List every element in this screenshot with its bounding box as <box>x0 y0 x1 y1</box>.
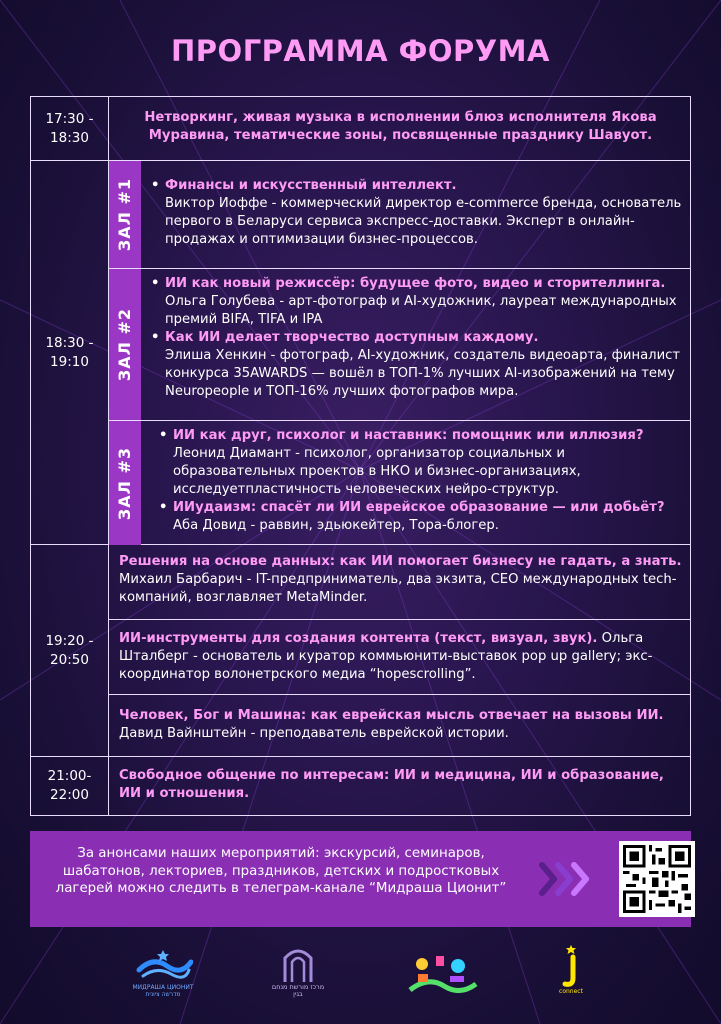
schedule-row-2 <box>31 161 690 545</box>
announcement-banner <box>30 831 691 927</box>
begin-center-logo <box>268 944 328 1010</box>
networking-text: Нетворкинг, живая музыка в исполнении блюз исполнителя Якова Муравина, тематические зоны, посвященные празднику Шавуот. <box>144 110 657 143</box>
talk-3-speaker: Давид Вайнштейн - преподаватель еврейской истории. <box>119 726 509 741</box>
j-connect-text: connect <box>559 988 583 995</box>
row-content <box>109 97 690 160</box>
midrasha-logo-hebrew: מדרשה ציונית <box>145 991 181 998</box>
schedule-row-1 <box>31 97 690 161</box>
schedule-row-4 <box>31 757 690 815</box>
hall-3-topic-2: ИИудаизм: спасёт ли ИИ еврейское образование — или добьёт? <box>173 500 665 515</box>
talk-2-cell <box>109 620 690 695</box>
hall-2-speaker-2: Элиша Хенкин - фотограф, AI-художник, создатель видеоарта, финалист конкурса 35AWARDS — вошёл в ТОП-1% лучших AI-изображений на тему Neuropeople и ТОП-16% лучших фотографов мира. <box>165 348 681 399</box>
j-connect-logo <box>556 944 586 1010</box>
hall-2-speaker-1: Ольга Голубева - арт-фотограф и AI-художник, лауреат международных премий BIFA, TIFA и IPA <box>165 294 677 327</box>
schedule-row-3 <box>31 545 690 757</box>
hall-1-speaker: Виктор Иоффе - коммерческий директор e-commerce бренда, основатель первого в Беларуси сервиса экспресс-доставки. Эксперт в онлайн-продажах и оптимизации бизнес-процессов. <box>165 196 682 247</box>
time-cell: 17:30 - 18:30 <box>31 97 109 160</box>
hall-2-topic-1: ИИ как новый режиссёр: будущее фото, видео и сторителлинга. <box>165 276 666 291</box>
talk-2-topic: ИИ-инструменты для создания контента (текст, визуал, звук). <box>119 631 598 646</box>
row-content <box>109 545 690 756</box>
schedule-table <box>30 96 691 816</box>
j-connect-icon <box>559 944 583 988</box>
row-content <box>109 161 690 544</box>
talk-3-topic: Человек, Бог и Машина: как еврейская мысль отвечает на вызовы ИИ. <box>119 708 664 723</box>
talk-2-speaker: Ольга Шталберг - основатель и куратор коммьюнити-выставок pop up gallery; экс-координатор волонетрского медиа “hopescrolling”. <box>119 631 653 682</box>
hall-2-label: ЗАЛ #2 <box>109 269 141 420</box>
talk-1-topic: Решения на основе данных: как ИИ помогает бизнесу не гадать, а знать. <box>119 554 682 569</box>
qr-code[interactable] <box>619 841 695 917</box>
free-talk-text: Свободное общение по интересам: ИИ и медицина, ИИ и образование, ИИ и отношения. <box>119 768 664 801</box>
time-cell: 21:00- 22:00 <box>31 757 109 815</box>
hall-1-label: ЗАЛ #1 <box>109 161 141 268</box>
hall-1-cell <box>109 161 690 269</box>
begin-logo-hebrew: מרכז מורשת מנחם בגין <box>271 983 325 998</box>
time-cell: 19:20 - 20:50 <box>31 545 109 756</box>
midrasha-logo <box>128 944 198 1010</box>
hall-2-cell <box>109 269 690 421</box>
hall-3-label: ЗАЛ #3 <box>109 421 141 545</box>
banner-text: За анонсами наших мероприятий: экскурсий, семинаров, шабатонов, лекториев, праздников, детских и подростковых лагерей можно следить в телеграм-канале “Мидраша Ционит” <box>55 846 507 896</box>
wave-icon <box>133 944 193 984</box>
hall-3-speaker-2: Аба Довид - раввин, эдьюкейтер, Тора-блогер. <box>173 518 499 533</box>
hall-3-topic-1: ИИ как друг, психолог и наставник: помощник или иллюзия? <box>173 428 644 443</box>
hall-3-cell <box>109 421 690 545</box>
talk-1-speaker: Михаил Барбарич - IT-предприниматель, два экзита, CEO международных tech-компаний, возглавляет MetaMinder. <box>119 572 677 605</box>
chevrons-icon <box>538 859 594 899</box>
page-title: ПРОГРАММА ФОРУМА <box>171 34 550 68</box>
hall-1-topic: Финансы и искусственный интеллект. <box>165 178 457 193</box>
row-content <box>109 757 690 815</box>
time-cell: 18:30 - 19:10 <box>31 161 109 544</box>
talk-3-cell <box>109 695 690 757</box>
arch-icon <box>281 944 315 984</box>
festival-logo <box>408 950 478 1006</box>
hall-3-speaker-1: Леонид Диамант - психолог, организатор социальных и образовательных проектов в НКО и бизнес-организациях, исследуетпластичность человеческих нейро-структур. <box>173 446 581 497</box>
midrasha-logo-text: МИДРАША ЦИОНИТ <box>132 984 194 991</box>
hall-2-topic-2: Как ИИ делает творчество доступным каждому. <box>165 330 539 345</box>
talk-1-cell <box>109 545 690 620</box>
